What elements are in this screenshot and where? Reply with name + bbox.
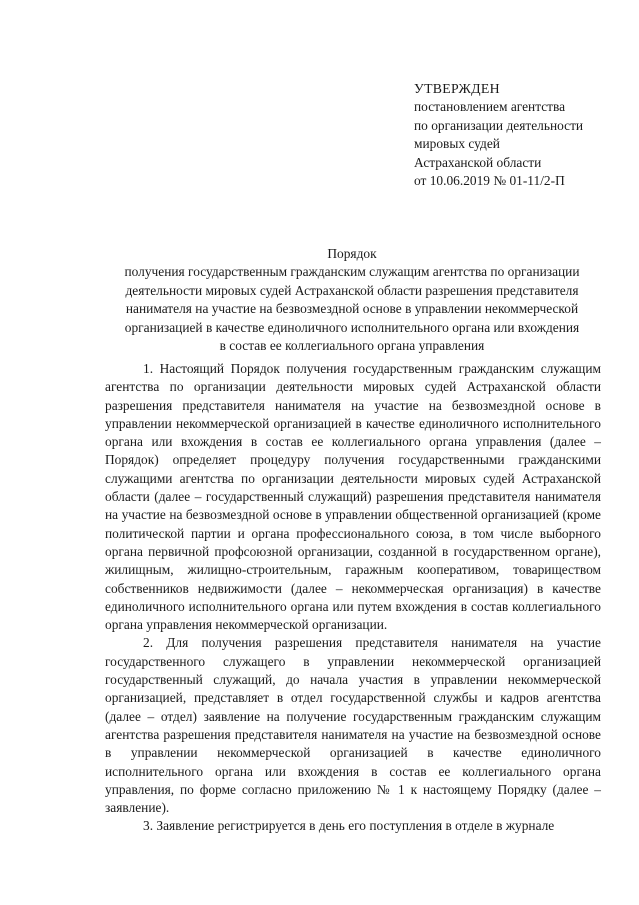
title-line: деятельности мировых судей Астраханской области разрешения представителя	[125, 282, 579, 298]
document-title-block	[92, 245, 612, 355]
approval-line: по организации деятельности	[414, 117, 584, 133]
title-line: получения государственным гражданским служащим агентства по организации	[124, 264, 580, 280]
approval-line: мировых судей	[414, 136, 500, 152]
approval-heading: УТВЕРЖДЕН	[414, 81, 500, 96]
approval-line: постановлением агентства	[414, 99, 566, 115]
approval-line: Астраханской области	[414, 154, 542, 170]
title-line: организацией в качестве единоличного исполнительного органа или вхождения	[124, 319, 580, 335]
document-title: Порядок	[327, 246, 377, 261]
approval-stamp-block	[414, 80, 624, 190]
paragraph-1: 1. Настоящий Порядок получения государственным гражданским служащим агентства по организации деятельности мировых судей Астраханской области разрешения представителя нанимателя на участие на безвозмездной основе в управлении некоммерческой организацией в качестве единоличного исполнительного органа или вхождения в состав ее коллегиального органа управления (далее – Порядок) определяет процедуру получения государственными гражданскими служащими агентства по организации деятельности мировых судей Астраханской области (далее – государственный служащий) разрешения представителя нанимателя на участие на безвозмездной основе в управлении общественной организацией (кроме политической партии и органа профессионального союза, в том числе выборного органа первичной профсоюзной организации, созданной в государственном органе), жилищным, жилищно-строительным, гаражным кооперативом, товариществом собственников недвижимости (далее – некоммерческая организация) в качестве единоличного исполнительного органа или путем вхождения в состав коллегиального органа управления некоммерческой организации.	[105, 361, 601, 633]
document-body	[105, 360, 601, 836]
title-line: в состав ее коллегиального органа управления	[219, 338, 485, 354]
paragraph-3: 3. Заявление регистрируется в день его поступления в отделе в журнале	[143, 818, 555, 834]
paragraph-2: 2. Для получения разрешения представителя нанимателя на участие государственного служащего в управлении некоммерческой организацией государственный служащий, до начала участия в управлении некоммерческой организацией, представляет в отдел государственной службы и кадров агентства (далее – отдел) заявление на получение государственным гражданским служащим агентства разрешения представителя нанимателя на участие на безвозмездной основе в управлении некоммерческой организацией в качестве единоличного исполнительного органа или вхождения в состав ее коллегиального органа управления, по форме согласно приложению № 1 к настоящему Порядку (далее – заявление).	[105, 635, 601, 816]
approval-line: от 10.06.2019 № 01-11/2-П	[414, 173, 565, 189]
title-line: нанимателя на участие на безвозмездной основе в управлении некоммерческой	[125, 301, 579, 317]
